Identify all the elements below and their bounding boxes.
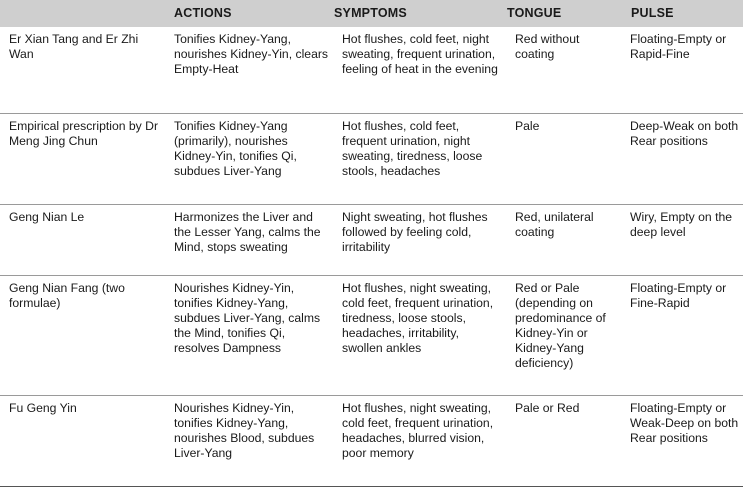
header-tongue: TONGUE [507, 6, 562, 20]
formula-name: Er Xian Tang and Er Zhi Wan [9, 32, 139, 61]
table-row [0, 27, 743, 113]
symptoms-cell: Night sweating, hot flushes followed by feeling cold, irritability [342, 209, 488, 254]
symptoms-cell: Hot flushes, night sweating, cold feet, frequent urination, headaches, blurred vision, poor memory [342, 400, 494, 460]
table-row [0, 204, 743, 275]
pulse-cell: Floating-Empty or Weak-Deep on both Rear positions [630, 400, 739, 445]
tongue-cell: Red without coating [515, 32, 580, 61]
tongue-cell: Red or Pale (depending on predominance of Kidney-Yin or Kidney-Yang deficiency) [515, 280, 606, 370]
formula-name: Fu Geng Yin [9, 400, 77, 415]
actions-cell: Nourishes Kidney-Yin, tonifies Kidney-Yang, subdues Liver-Yang, calms the Mind, tonifies Qi, resolves Dampness [174, 280, 321, 355]
pulse-cell: Floating-Empty or Rapid-Fine [630, 32, 727, 61]
table-row [0, 395, 743, 486]
pulse-cell: Deep-Weak on both Rear positions [630, 118, 739, 148]
tongue-cell: Red, unilateral coating [515, 209, 594, 239]
symptoms-cell: Hot flushes, night sweating, cold feet, frequent urination, tiredness, loose stools, headaches, irritability, swollen ankles [342, 280, 494, 355]
tongue-cell: Pale or Red [515, 400, 580, 415]
pulse-cell: Floating-Empty or Fine-Rapid [630, 280, 727, 310]
table-row [0, 113, 743, 204]
actions-cell: Tonifies Kidney-Yang, nourishes Kidney-Yin, clears Empty-Heat [174, 32, 328, 76]
header-row [0, 0, 743, 27]
symptoms-cell: Hot flushes, cold feet, frequent urination, night sweating, tiredness, loose stools, headaches [342, 118, 483, 178]
table-body [0, 27, 743, 486]
header-symptoms: SYMPTOMS [334, 6, 407, 20]
table-row [0, 275, 743, 395]
formula-name: Geng Nian Le [9, 209, 85, 224]
formula-name: Empirical prescription by Dr Meng Jing Chun [9, 118, 158, 148]
tongue-cell: Pale [515, 118, 540, 133]
symptoms-cell: Hot flushes, cold feet, night sweating, frequent urination, feeling of heat in the evening [342, 32, 498, 76]
header-formula [0, 0, 164, 27]
table-header [0, 0, 743, 27]
header-pulse: PULSE [631, 6, 674, 20]
actions-cell: Nourishes Kidney-Yin, tonifies Kidney-Yang, nourishes Blood, subdues Liver-Yang [174, 400, 315, 460]
header-actions: ACTIONS [174, 6, 232, 20]
formula-name: Geng Nian Fang (two formulae) [9, 280, 125, 310]
pulse-cell: Wiry, Empty on the deep level [630, 209, 733, 239]
actions-cell: Harmonizes the Liver and the Lesser Yang, calms the Mind, stops sweating [174, 209, 321, 254]
actions-cell: Tonifies Kidney-Yang (primarily), nourishes Kidney-Yin, tonifies Qi, subdues Liver-Yang [174, 118, 297, 178]
